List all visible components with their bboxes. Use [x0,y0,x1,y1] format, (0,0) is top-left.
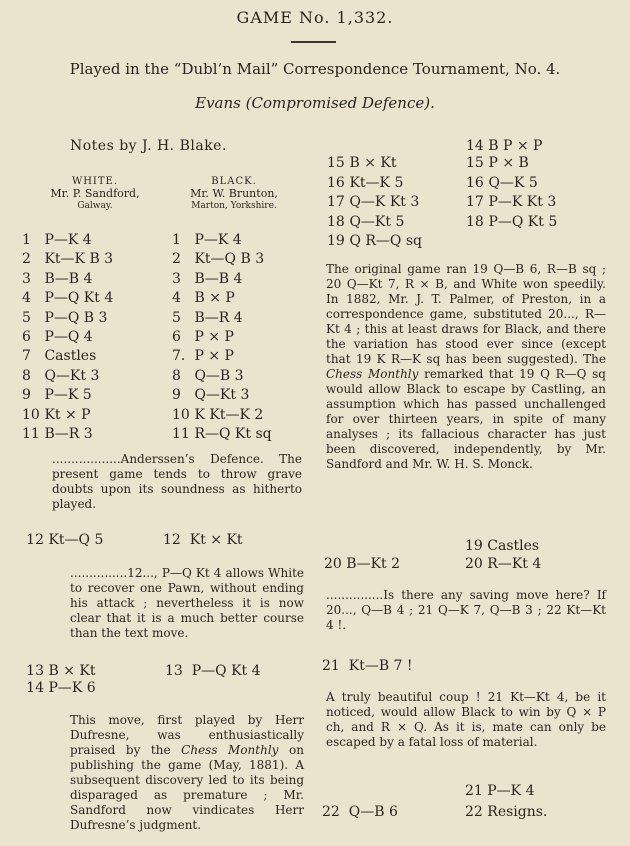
black-label: BLACK. [211,176,257,187]
move-16-black: 16 Q—K 5 [466,174,538,191]
move-4-black: 4 B × P [172,290,235,307]
move-3-black: 3 B—B 4 [172,270,243,287]
note-14: This move, first played by Herr Dufresne, was enthusiastically praised by the Chess Monthly on publishing the game (May, 1881). A subsequent discovery led to its being disparaged as premature ; Mr. Sandford now vindicates Herr Dufresne’s judgment. [70,713,304,832]
move-19-black: 19 Castles [465,538,540,554]
move-5-white: 5 P—Q B 3 [22,309,108,326]
black-player-heading [168,176,300,212]
move-20-white: 20 B—Kt 2 [324,556,401,572]
white-player-place: Galway. [77,201,113,211]
move-18-white: 18 Q—Kt 5 [327,213,405,230]
note-21: A truly beautiful coup ! 21 Kt—Kt 4, be it noticed, would allow Black to win by Q × P ch, and R × Q. As it is, mate can only be escaped by a fatal loss of material. [326,690,606,749]
move-14-black: 14 B P × P [466,138,543,154]
note-19: The original game ran 19 Q—B 6, R—B sq ; 20 Q—Kt 7, R × B, and White won speedily. In 1882, Mr. J. T. Palmer, of Preston, in a correspondence game, substituted 20..., R—Kt 4 ; this at least draws for Black, and there the variation has stood ever since (except that 19 K R—K sq has been suggested). The Chess Monthly remarked that 19 Q R—Q sq would allow Black to escape by Castling, an assumption which has passed unchallenged for over thirteen years, in spite of many analyses ; its fallacious character has just been discovered, independently, by Mr. Sandford and Mr. W. H. S. Monck. [326,262,606,471]
move-11-black: 11 R—Q Kt sq [172,426,272,442]
white-player-name: Mr. P. Sandford, [50,187,140,200]
move-12-white: 12 Kt—Q 5 [26,532,104,548]
move-2-white: 2 Kt—K B 3 [22,251,114,268]
game-title: GAME No. 1,332. [236,8,394,27]
move-12-black: 12 Kt × Kt [163,532,243,548]
move-15-white: 15 B × Kt [327,155,397,171]
move-21-black: 21 P—K 4 [465,783,535,799]
move-13-black: 13 P—Q Kt 4 [165,663,261,679]
move-3-white: 3 B—B 4 [22,270,93,287]
move-16-white: 16 Kt—K 5 [327,174,404,191]
move-7-black: 7. P × P [172,348,234,365]
move-20-black: 20 R—Kt 4 [465,556,542,572]
move-1-black: 1 P—K 4 [172,232,242,248]
move-10-black: 10 K Kt—K 2 [172,406,264,423]
note-anderssen: ..................Anderssen’s Defence. The present game tends to throw grave doubts upon its soundness as hitherto played. [52,452,302,511]
move-8-black: 8 Q—B 3 [172,367,244,384]
move-21-white: 21 Kt—B 7 ! [322,658,413,674]
move-7-white: 7 Castles [22,348,97,365]
move-10-white: 10 Kt × P [22,406,91,423]
notes-by: Notes by J. H. Blake. [70,138,227,154]
move-18-black: 18 P—Q Kt 5 [466,213,558,230]
note-20: ...............Is there any saving move here? If 20..., Q—B 4 ; 21 Q—K 7, Q—B 3 ; 22 Kt—Kt 4 !. [326,588,606,632]
move-15-black: 15 P × B [466,155,529,171]
move-1-white: 1 P—K 4 [22,232,92,248]
move-4-white: 4 P—Q Kt 4 [22,290,114,307]
move-11-white: 11 B—R 3 [22,426,93,442]
white-label: WHITE. [71,176,119,187]
move-19-white: 19 Q R—Q sq [327,233,422,249]
move-6-black: 6 P × P [172,329,234,345]
move-22-black: 22 Resigns. [465,804,548,820]
white-player-heading [30,176,160,212]
move-17-white: 17 Q—K Kt 3 [327,194,420,210]
move-6-white: 6 P—Q 4 [22,329,93,345]
move-9-black: 9 Q—Kt 3 [172,387,250,404]
note-12: ...............12..., P—Q Kt 4 allows White to recover one Pawn, without ending his attack ; nevertheless it is now clear that it is a much better course than the text move. [70,566,304,640]
move-2-black: 2 Kt—Q B 3 [172,251,265,268]
move-9-white: 9 P—K 5 [22,387,92,404]
move-13-white: 13 B × Kt [26,663,96,679]
move-8-white: 8 Q—Kt 3 [22,367,100,384]
move-14-white: 14 P—K 6 [26,680,96,696]
opening-name: Evans (Compromised Defence). [195,94,435,112]
move-5-black: 5 B—R 4 [172,309,243,326]
tournament-subtitle: Played in the “Dubl’n Mail” Correspondence Tournament, No. 4. [69,60,561,78]
move-17-black: 17 P—K Kt 3 [466,194,557,210]
black-player-name: Mr. W. Brunton, [190,187,278,200]
black-player-place: Marton, Yorkshire. [191,201,277,211]
move-22-white: 22 Q—B 6 [322,804,398,820]
title-rule [291,41,336,43]
